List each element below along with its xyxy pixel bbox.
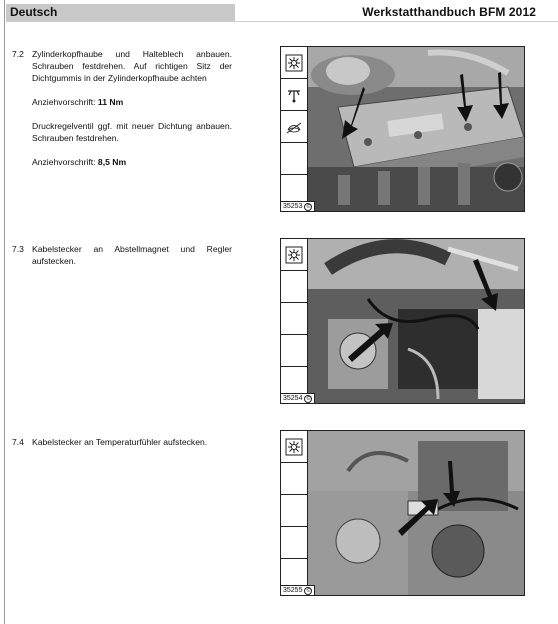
manual-title: Werkstatthandbuch BFM 2012 [362,5,536,19]
assembly-icon [281,431,307,463]
figure-icon-column [281,431,308,595]
figure-number-label: 35253 [283,203,303,210]
torque-spec-value: 11 Nm [97,97,124,107]
figure-35255 [280,430,525,596]
copyright-icon: © [304,395,312,403]
step-instruction: Zylinderkopfhaube und Halteblech anbauen. Schrauben festdrehen. Auf richtigen Sitz der Dichtgummis in der Zylinderkopfhaube achten [32,49,232,83]
figure-number-label: 35254 [283,395,303,402]
step-number: 7.2 [12,49,24,59]
page-margin-rule [4,0,5,624]
step-instruction: Kabelstecker an Temperaturfühler aufstecken. [32,437,208,447]
step-body [32,243,232,279]
copyright-icon: © [304,203,312,211]
figure-number [281,201,315,211]
language-header: Deutsch [6,4,235,21]
step-instruction: Kabelstecker an Abstellmagnet und Regler aufstecken. [32,244,232,266]
figure-35254 [280,238,525,404]
torque-spec [32,96,232,108]
step-body [32,436,232,460]
assembly-icon [281,239,307,271]
figure-icon-column [281,47,308,211]
engine-photo-shutoff-magnet [308,239,524,403]
copyright-icon: © [304,587,312,595]
assembly-icon [281,47,307,79]
step-number: 7.4 [12,437,24,447]
engine-photo-cylinder-head-cover [308,47,524,211]
torque-spec-label: Anziehvorschrift: [32,97,96,107]
figure-number-label: 35255 [283,587,303,594]
torque-spec-value: 8,5 Nm [97,157,127,167]
figure-icon-column [281,239,308,403]
torque-wrench-icon [281,79,307,111]
figure-number [281,393,315,403]
torque-spec-label: Anziehvorschrift: [32,157,96,167]
figure-35253 [280,46,525,212]
step-instruction-2: Druckregelventil ggf. mit neuer Dichtung anbauen. Schrauben festdrehen. [32,121,232,143]
step-number: 7.3 [12,244,24,254]
figure-number [281,585,315,595]
seal-icon [281,111,307,143]
step-body [32,48,232,180]
torque-spec-2 [32,156,232,168]
engine-photo-temperature-sensor [308,431,524,595]
header-divider [6,21,558,22]
